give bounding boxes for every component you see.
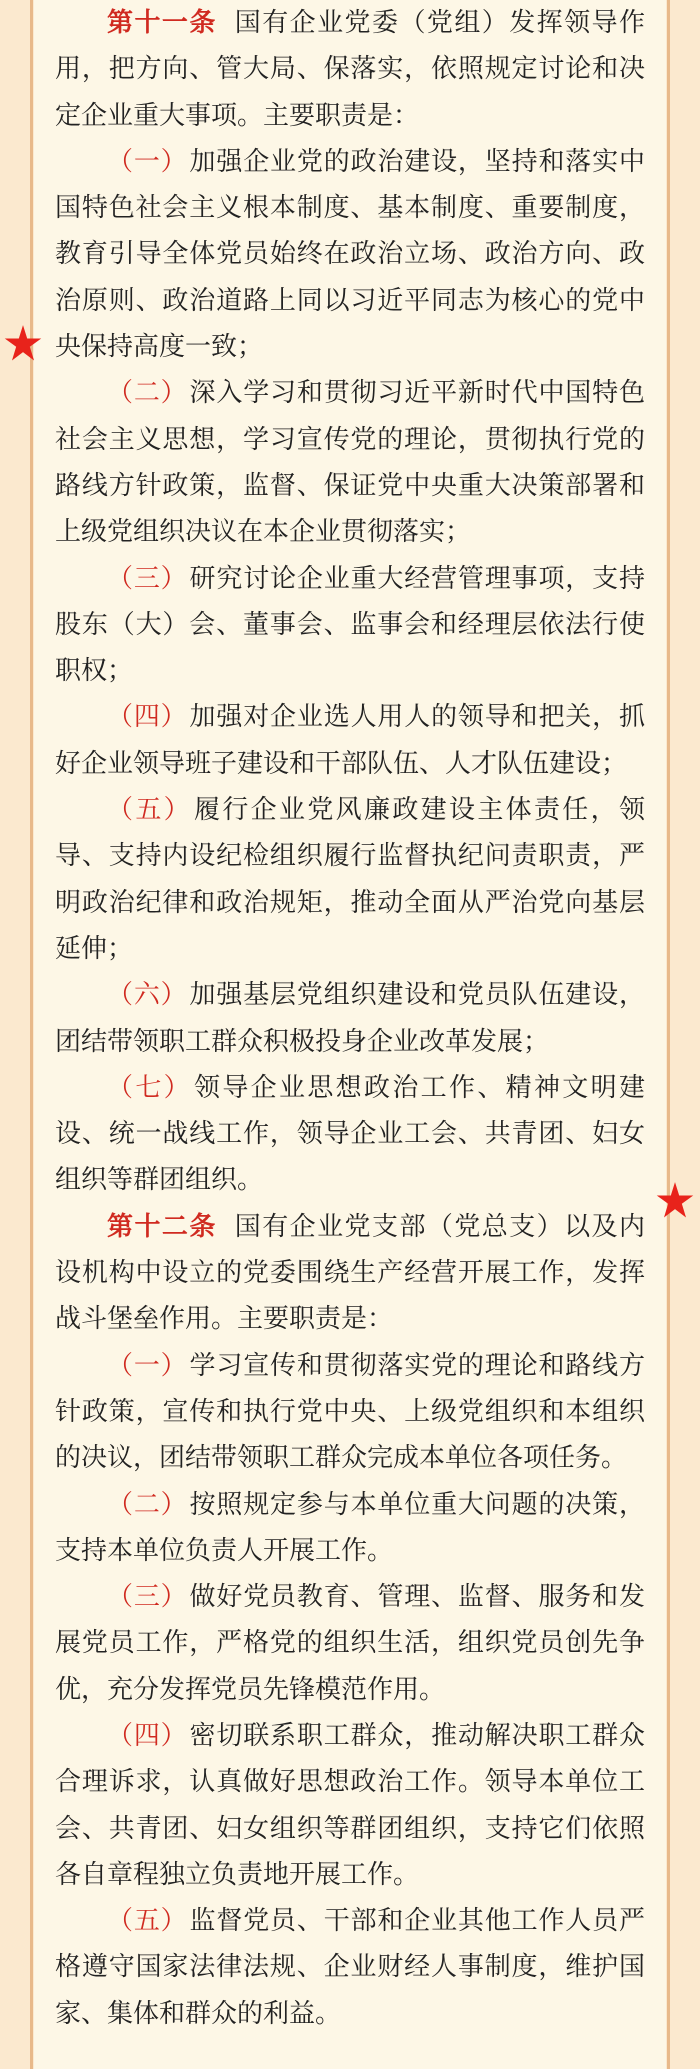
article-12 [55,1204,645,2037]
list-item: （一）加强企业党的政治建设，坚持和落实中国特色社会主义根本制度、基本制度、重要制度，教育引导全体党员始终在政治立场、政治方向、政治原则、政治道路上同以习近平同志为核心的党中央保持高度一致； [55,146,645,363]
article-11-intro: 第十一条 国有企业党委（党组）发挥领导作用，把方向、管大局、保落实，依照规定讨论和决定企业重大事项。主要职责是： [55,8,645,131]
list-item: （三）研究讨论企业重大经营管理事项，支持股东（大）会、董事会、监事会和经理层依法行使职权； [55,563,645,687]
article-12-heading: 第十二条 [107,1211,217,1242]
article-11 [55,0,645,1204]
frame-border-left [30,0,33,2069]
article-12-intro: 第十二条 国有企业党支部（党总支）以及内设机构中设立的党委围绕生产经营开展工作，发挥战斗堡垒作用。主要职责是： [55,1211,645,1335]
list-item: （一）学习宣传和贯彻落实党的理论和路线方针政策，宣传和执行党中央、上级党组织和本组织的决议，团结带领职工群众完成本单位各项任务。 [55,1350,645,1474]
frame-border-right [667,0,670,2069]
list-item: （二）按照规定参与本单位重大问题的决策，支持本单位负责人开展工作。 [55,1489,645,1566]
list-item: （五）监督党员、干部和企业其他工作人员严格遵守国家法律法规、企业财经人事制度，维护国家、集体和群众的利益。 [55,1906,645,2029]
list-item: （四）密切联系职工群众，推动解决职工群众合理诉求，认真做好思想政治工作。领导本单位工会、共青团、妇女组织等群团组织，支持它们依照各自章程独立负责地开展工作。 [55,1720,645,1890]
list-item: （七）领导企业思想政治工作、精神文明建设、统一战线工作，领导企业工会、共青团、妇女组织等群团组织。 [55,1072,645,1196]
list-item: （二）深入学习和贯彻习近平新时代中国特色社会主义思想，学习宣传党的理论，贯彻执行党的路线方针政策，监督、保证党中央重大决策部署和上级党组织决议在本企业贯彻落实； [55,378,645,548]
list-item: （五）履行企业党风廉政建设主体责任，领导、支持内设纪检组织履行监督执纪问责职责，严明政治纪律和政治规矩，推动全面从严治党向基层延伸； [55,795,645,964]
document-body [55,0,645,2037]
star-icon [4,324,42,362]
list-item: （六）加强基层党组织建设和党员队伍建设，团结带领职工群众积极投身企业改革发展； [55,980,645,1057]
list-item: （四）加强对企业选人用人的领导和把关，抓好企业领导班子建设和干部队伍、人才队伍建设； [55,702,645,779]
article-11-heading: 第十一条 [107,8,217,38]
star-icon [656,1181,694,1219]
list-item: （三）做好党员教育、管理、监督、服务和发展党员工作，严格党的组织生活，组织党员创先争优，充分发挥党员先锋模范作用。 [55,1582,645,1705]
